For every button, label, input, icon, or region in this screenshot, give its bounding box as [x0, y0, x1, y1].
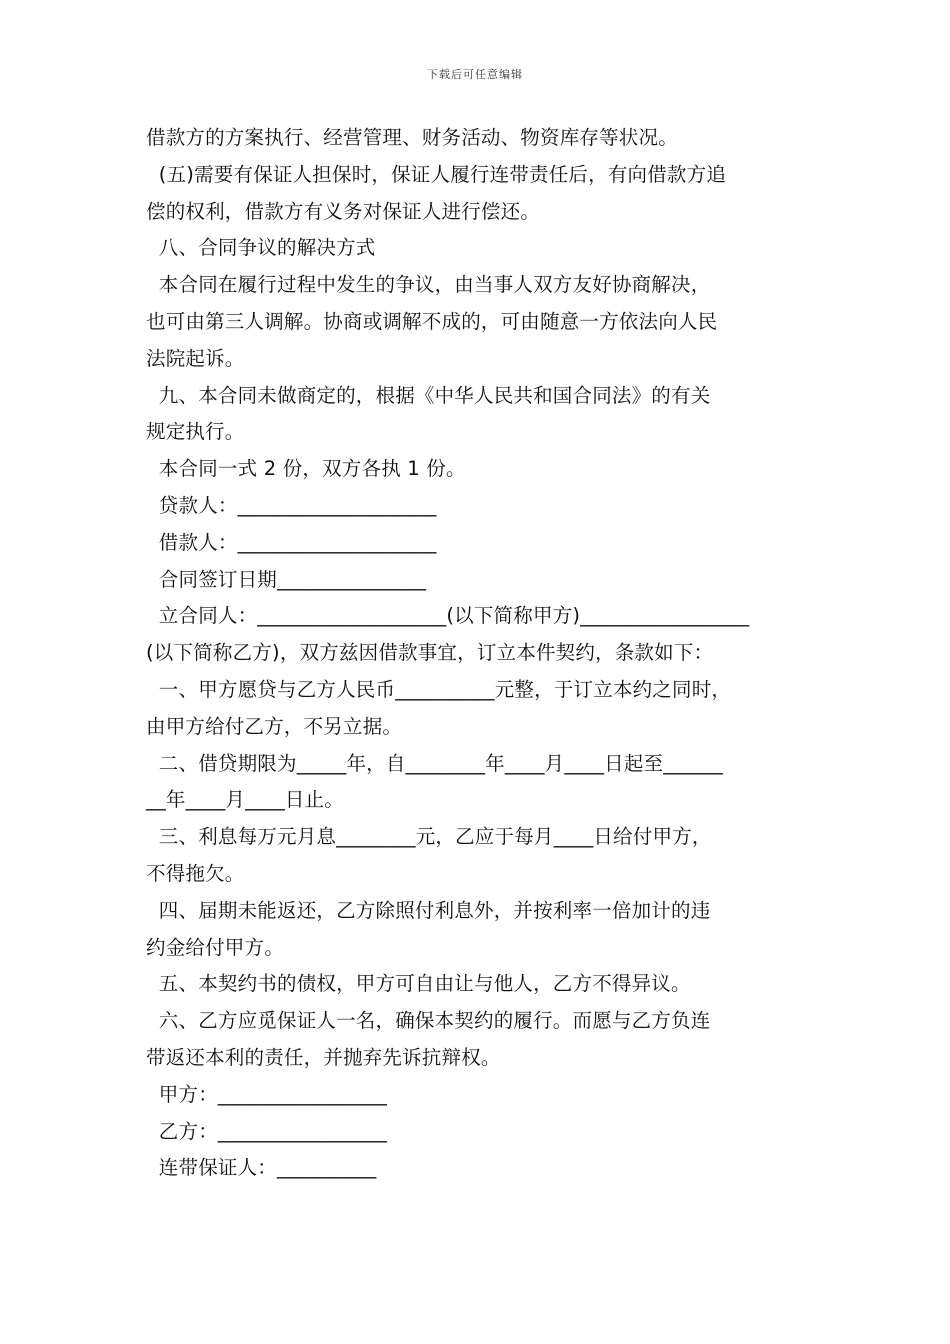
clause-6: 六、乙方应觅保证人一名，确保本契约的履行。而愿与乙方负连: [146, 1009, 711, 1033]
clause-3: 三、利息每万元月息________元，乙应于每月____日给付甲方，: [146, 825, 712, 849]
text-line: 规定执行。: [146, 420, 245, 444]
text-line: __年____月____日止。: [146, 788, 345, 812]
section-heading: 八、合同争议的解决方式: [146, 236, 376, 260]
guarantor-signature-line: 连带保证人：__________: [146, 1156, 377, 1180]
text-line: 带返还本利的责任，并抛弃先诉抗辩权。: [146, 1045, 501, 1069]
clause-1: 一、甲方愿贷与乙方人民币__________元整，于订立本约之同时，: [146, 677, 732, 701]
text-line: (五)需要有保证人担保时，保证人履行连带责任后，有向借款方追: [146, 162, 727, 186]
text-line: 也可由第三人调解。协商或调解不成的，可由随意一方依法向人民: [146, 309, 718, 333]
party-b-signature-line: 乙方：_________________: [146, 1119, 388, 1143]
borrower-signature-line: 借款人：____________________: [146, 530, 437, 554]
party-a-signature-line: 甲方：_________________: [146, 1082, 388, 1106]
text-line: 不得拖欠。: [146, 861, 245, 885]
lender-signature-line: 贷款人：____________________: [146, 493, 437, 517]
document-body: [146, 120, 810, 1187]
text-line: 本合同在履行过程中发生的争议，由当事人双方友好协商解决，: [146, 273, 711, 297]
clause-2: 二、借贷期限为_____年，自________年____月____日起至______: [146, 751, 723, 775]
clause-5: 五、本契约书的债权，甲方可自由让与他人，乙方不得异议。: [146, 972, 691, 996]
text-line: 本合同一式 2 份，双方各执 1 份。: [146, 457, 466, 481]
clause-4: 四、届期未能返还，乙方除照付利息外，并按利率一倍加计的违: [146, 898, 711, 922]
text-line: 法院起诉。: [146, 346, 245, 370]
text-line: 借款方的方案执行、经营管理、财务活动、物资库存等状况。: [146, 126, 678, 149]
text-line: 由甲方给付乙方，不另立据。: [146, 714, 403, 738]
contract-parties-line: 立合同人：___________________(以下简称甲方)_________________: [146, 604, 750, 628]
text-line: 约金给付甲方。: [146, 935, 284, 959]
page-header: 下载后可任意编辑: [427, 68, 523, 81]
text-line: 偿的权利，借款方有义务对保证人进行偿还。: [146, 199, 541, 223]
signing-date-line: 合同签订日期_______________: [146, 567, 427, 591]
text-line: 九、本合同未做商定的，根据《中华人民共和国合同法》的有关: [146, 383, 711, 407]
text-line: (以下简称乙方)，双方兹因借款事宜，订立本件契约，条款如下：: [146, 641, 714, 665]
